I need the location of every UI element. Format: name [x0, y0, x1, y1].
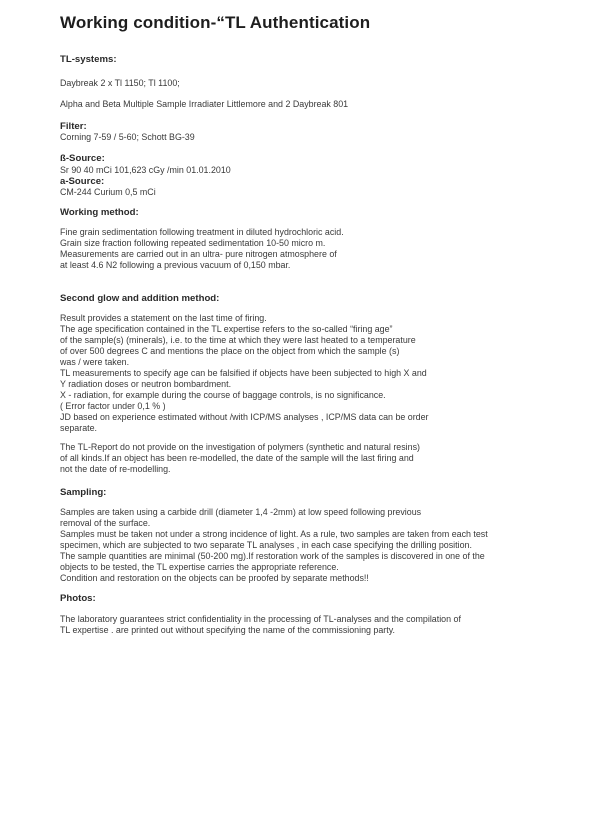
second-glow-text [60, 313, 429, 434]
tl-report-line: of all kinds.If an object has been re-modelled, the date of the sample will the last firing and [60, 453, 414, 463]
filter-line-1: Corning 7-59 / 5-60; Schott BG-39 [60, 132, 195, 142]
second-glow-line: Y radiation doses or neutron bombardment. [60, 379, 232, 389]
beta-source-line-1: Sr 90 40 mCi 101,623 cGy /min 01.01.2010 [60, 165, 231, 175]
second-glow-line: The age specification contained in the TL expertise refers to the so-called “firing age” [60, 324, 393, 334]
filter-heading: Filter: [60, 121, 87, 132]
sampling-text [60, 507, 488, 584]
sampling-heading: Sampling: [60, 487, 107, 498]
tl-systems-line-1: Daybreak 2 x Tl 1150; Tl 1100; [60, 78, 180, 88]
tl-systems-heading: TL-systems: [60, 54, 117, 65]
sampling-line: removal of the surface. [60, 518, 151, 528]
sampling-line: specimen, which are subjected to two separate TL analyses , in each case specifying the drilling position. [60, 540, 472, 550]
sampling-line: Samples must be taken not under a strong incidence of light. As a rule, two samples are taken from each test [60, 529, 488, 539]
second-glow-line: separate. [60, 423, 98, 433]
photos-line: The laboratory guarantees strict confidentiality in the processing of TL-analyses and the compilation of [60, 614, 461, 624]
second-glow-line: of over 500 degrees C and mentions the place on the object from which the sample (s) [60, 346, 400, 356]
photos-line: TL expertise . are printed out without specifying the name of the commissioning party. [60, 625, 395, 635]
photos-text [60, 614, 461, 636]
working-method-text [60, 227, 344, 271]
working-method-line: at least 4.6 N2 following a previous vacuum of 0,150 mbar. [60, 260, 291, 270]
tl-report-text [60, 442, 420, 475]
working-method-line: Grain size fraction following repeated sedimentation 10-50 micro m. [60, 238, 326, 248]
tl-report-line: not the date of re-modelling. [60, 464, 171, 474]
sampling-line: Condition and restoration on the objects can be proofed by separate methods!! [60, 573, 369, 583]
photos-heading: Photos: [60, 593, 96, 604]
tl-systems-line-2: Alpha and Beta Multiple Sample Irradiater Littlemore and 2 Daybreak 801 [60, 99, 349, 109]
alpha-source-heading: a-Source: [60, 176, 105, 187]
alpha-source-line-1: CM-244 Curium 0,5 mCi [60, 187, 156, 197]
working-method-heading: Working method: [60, 207, 139, 218]
second-glow-heading: Second glow and addition method: [60, 293, 220, 304]
second-glow-line: was / were taken. [60, 357, 130, 367]
sampling-line: The sample quantities are minimal (50-200 mg).If restoration work of the samples is discovered in one of the [60, 551, 485, 561]
second-glow-line: TL measurements to specify age can be falsified if objects have been subjected to high X and [60, 368, 427, 378]
second-glow-line: ( Error factor under 0,1 % ) [60, 401, 166, 411]
second-glow-line: Result provides a statement on the last time of firing. [60, 313, 267, 323]
second-glow-line: of the sample(s) (minerals), i.e. to the time at which they were last heated to a temperature [60, 335, 416, 345]
working-method-line: Measurements are carried out in an ultra- pure nitrogen atmosphere of [60, 249, 337, 259]
second-glow-line: JD based on experience estimated without /with ICP/MS analyses , ICP/MS data can be order [60, 412, 429, 422]
working-method-line: Fine grain sedimentation following treatment in diluted hydrochloric acid. [60, 227, 344, 237]
page-title: Working condition-“TL Authentication [60, 13, 371, 32]
sampling-line: Samples are taken using a carbide drill (diameter 1,4 -2mm) at low speed following previous [60, 507, 422, 517]
beta-source-heading: ß-Source: [60, 153, 105, 164]
sampling-line: objects to be tested, the TL expertise carries the appropriate reference. [60, 562, 339, 572]
tl-report-line: The TL-Report do not provide on the investigation of polymers (synthetic and natural resins) [60, 442, 420, 452]
second-glow-line: X - radiation, for example during the course of baggage controls, is no significance. [60, 390, 386, 400]
